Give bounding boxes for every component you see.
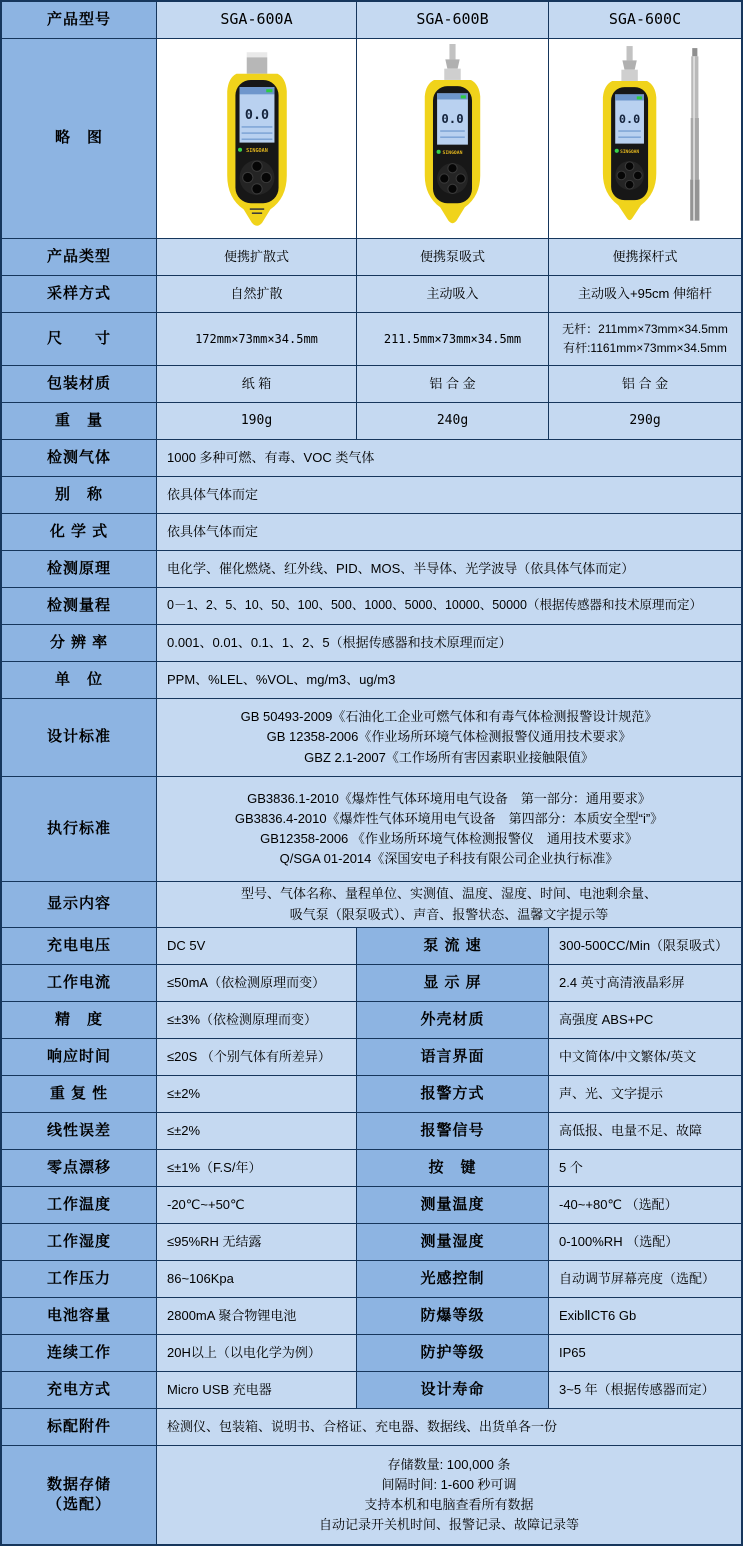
row-display-content	[2, 882, 741, 928]
row-design-standard	[2, 699, 741, 777]
row-sampling	[2, 276, 741, 313]
row-quad-10	[2, 1298, 741, 1335]
row-label: 产品类型	[2, 239, 157, 276]
value-b: 便携泵吸式	[357, 239, 549, 276]
row-value: 5 个	[549, 1150, 741, 1187]
row-value: 0.001、0.01、0.1、1、2、5（根据传感器和技术原理而定）	[157, 625, 741, 662]
storage-line: 支持本机和电脑查看所有数据	[364, 1497, 534, 1512]
row-value: 高低报、电量不足、故障	[549, 1113, 741, 1150]
row-quad-11	[2, 1335, 741, 1372]
display-line: 型号、气体名称、量程单位、实测值、温度、湿度、时间、电池剩余量、	[240, 886, 657, 902]
value-c: 主动吸入+95cm 伸缩杆	[549, 276, 741, 313]
row-quad-5	[2, 1113, 741, 1150]
row-label: 报警方式	[357, 1076, 549, 1113]
row-quad-12	[2, 1372, 741, 1409]
row-value: 0－1、2、5、10、50、100、500、1000、5000、10000、50000（根据传感器和技术原理而定）	[157, 588, 741, 625]
row-label: 单 位	[2, 662, 157, 699]
row-value: Micro USB 充电器	[157, 1372, 357, 1409]
gas-detector-probe-icon	[570, 44, 720, 234]
standard-line: Q/SGA 01-2014《深国安电子科技有限公司企业执行标准》	[279, 851, 619, 867]
row-label: 泵 流 速	[357, 928, 549, 965]
header-row	[2, 2, 741, 39]
row-label: 工作电流	[2, 965, 157, 1002]
size-no-rod: 无杆：211mm×73mm×34.5mm	[562, 322, 728, 337]
svg-text:0.0: 0.0	[244, 107, 269, 123]
row-quad-8	[2, 1224, 741, 1261]
row-label: 连续工作	[2, 1335, 157, 1372]
row-value: 86~106Kpa	[157, 1261, 357, 1298]
row-label: 充电电压	[2, 928, 157, 965]
row-value: PPM、%LEL、%VOL、mg/m3、ug/m3	[157, 662, 741, 699]
row-quad-4	[2, 1076, 741, 1113]
header-label: 产品型号	[2, 2, 157, 39]
row-value: ≤±1%（F.S/年）	[157, 1150, 357, 1187]
row-value	[157, 1446, 741, 1544]
row-value	[157, 882, 741, 928]
row-label: 尺 寸	[2, 313, 157, 366]
row-value: ≤±2%	[157, 1113, 357, 1150]
row-label: 显 示 屏	[357, 965, 549, 1002]
row-label: 响应时间	[2, 1039, 157, 1076]
value-a: 纸 箱	[157, 366, 357, 403]
row-label: 线性误差	[2, 1113, 157, 1150]
value-a: 172mm×73mm×34.5mm	[157, 313, 357, 366]
storage-label-line: （选配）	[46, 1496, 111, 1513]
row-quad-2	[2, 1002, 741, 1039]
row-value: 0-100%RH （选配）	[549, 1224, 741, 1261]
row-value: 中文简体/中文繁体/英文	[549, 1039, 741, 1076]
row-label: 电池容量	[2, 1298, 157, 1335]
row-label: 外壳材质	[357, 1002, 549, 1039]
row-value: ≤±3%（依检测原理而变）	[157, 1002, 357, 1039]
row-quad-9	[2, 1261, 741, 1298]
standard-line: GBZ 2.1-2007《工作场所有害因素职业接触限值》	[304, 749, 594, 765]
row-value: 声、光、文字提示	[549, 1076, 741, 1113]
row-range	[2, 588, 741, 625]
gas-detector-pump-icon	[395, 44, 510, 234]
value-b: 主动吸入	[357, 276, 549, 313]
row-quad-6	[2, 1150, 741, 1187]
row-label: 检测气体	[2, 440, 157, 477]
svg-text:SINGOAN: SINGOAN	[245, 147, 268, 154]
row-quad-7	[2, 1187, 741, 1224]
row-quad-1	[2, 965, 741, 1002]
display-line: 吸气泵（限泵吸式）、声音、报警状态、温馨文字提示等	[289, 906, 609, 922]
row-label: 检测原理	[2, 551, 157, 588]
row-label: 测量温度	[357, 1187, 549, 1224]
row-label: 精 度	[2, 1002, 157, 1039]
row-label: 化 学 式	[2, 514, 157, 551]
row-packaging	[2, 366, 741, 403]
row-label: 工作温度	[2, 1187, 157, 1224]
row-value: 自动调节屏幕亮度（选配）	[549, 1261, 741, 1298]
row-product-type	[2, 239, 741, 276]
row-label: 防护等级	[357, 1335, 549, 1372]
row-label: 测量湿度	[357, 1224, 549, 1261]
row-value: ≤95%RH 无结露	[157, 1224, 357, 1261]
row-label: 零点漂移	[2, 1150, 157, 1187]
row-value: 电化学、催化燃烧、红外线、PID、MOS、半导体、光学波导（依具体气体而定）	[157, 551, 741, 588]
row-alias	[2, 477, 741, 514]
row-label: 工作湿度	[2, 1224, 157, 1261]
svg-text:0.0: 0.0	[618, 111, 641, 126]
row-quad-0	[2, 928, 741, 965]
row-value: -20℃~+50℃	[157, 1187, 357, 1224]
row-value: -40~+80℃ （选配）	[549, 1187, 741, 1224]
row-value: ≤50mA（依检测原理而变）	[157, 965, 357, 1002]
row-data-storage	[2, 1446, 741, 1544]
row-quad-3	[2, 1039, 741, 1076]
standard-line: GB 12358-2006《作业场所环境气体检测报警仪通用技术要求》	[266, 729, 632, 745]
row-value: 检测仪、包装箱、说明书、合格证、充电器、数据线、出货单各一份	[157, 1409, 741, 1446]
model-c: SGA-600C	[549, 2, 741, 39]
row-value: ≤20S （个别气体有所差异）	[157, 1039, 357, 1076]
row-value: 2800mA 聚合物锂电池	[157, 1298, 357, 1335]
row-label: 光感控制	[357, 1261, 549, 1298]
value-c: 便携探杆式	[549, 239, 741, 276]
row-value: 高强度 ABS+PC	[549, 1002, 741, 1039]
value-a: 自然扩散	[157, 276, 357, 313]
row-label: 按 键	[357, 1150, 549, 1187]
value-a: 便携扩散式	[157, 239, 357, 276]
row-value: ExibⅡCT6 Gb	[549, 1298, 741, 1335]
row-value: 3~5 年（根据传感器而定）	[549, 1372, 741, 1409]
row-value: ≤±2%	[157, 1076, 357, 1113]
model-a: SGA-600A	[157, 2, 357, 39]
standard-line: GB12358-2006 《作业场所环境气体检测报警仪 通用技术要求》	[260, 831, 638, 846]
value-a: 190g	[157, 403, 357, 440]
size-with-rod: 有杆:1161mm×73mm×34.5mm	[563, 341, 727, 355]
value-c: 290g	[549, 403, 741, 440]
storage-label-line: 数据存储	[46, 1475, 111, 1493]
row-label: 报警信号	[357, 1113, 549, 1150]
value-b: 240g	[357, 403, 549, 440]
value-c: 铝 合 金	[549, 366, 741, 403]
model-b: SGA-600B	[357, 2, 549, 39]
row-value: 1000 多种可燃、有毒、VOC 类气体	[157, 440, 741, 477]
row-gas	[2, 440, 741, 477]
row-value: IP65	[549, 1335, 741, 1372]
row-label	[2, 1446, 157, 1544]
value-b: 铝 合 金	[357, 366, 549, 403]
svg-text:0.0: 0.0	[441, 111, 464, 126]
device-image-sga-600b	[357, 39, 549, 239]
storage-line: 存储数量: 100,000 条	[387, 1456, 511, 1472]
row-unit	[2, 662, 741, 699]
row-value	[157, 777, 741, 882]
sketch-row	[2, 39, 741, 239]
row-value: 2.4 英寸高清液晶彩屏	[549, 965, 741, 1002]
standard-line: GB3836.1-2010《爆炸性气体环境用电气设备 第一部分：通用要求》	[247, 790, 651, 806]
row-label: 标配附件	[2, 1409, 157, 1446]
row-label: 工作压力	[2, 1261, 157, 1298]
value-b: 211.5mm×73mm×34.5mm	[357, 313, 549, 366]
standard-line: GB3836.4-2010《爆炸性气体环境用电气设备 第四部分：本质安全型“i”》	[234, 810, 664, 826]
row-label: 分 辨 率	[2, 625, 157, 662]
sketch-label: 略 图	[2, 39, 157, 239]
row-value: 依具体气体而定	[157, 477, 741, 514]
row-weight	[2, 403, 741, 440]
row-label: 语言界面	[357, 1039, 549, 1076]
row-value	[157, 699, 741, 777]
device-image-sga-600c	[549, 39, 741, 239]
standard-line: GB 50493-2009《石油化工企业可燃气体和有毒气体检测报警设计规范》	[240, 709, 658, 725]
gas-detector-diffusion-icon	[197, 44, 317, 234]
row-principle	[2, 551, 741, 588]
device-image-sga-600a	[157, 39, 357, 239]
row-label: 采样方式	[2, 276, 157, 313]
row-label: 重 复 性	[2, 1076, 157, 1113]
row-size	[2, 313, 741, 366]
row-label: 设计寿命	[357, 1372, 549, 1409]
svg-text:SINGOAN: SINGOAN	[620, 149, 640, 155]
row-exec-standard	[2, 777, 741, 882]
row-formula	[2, 514, 741, 551]
row-value: 20H以上（以电化学为例）	[157, 1335, 357, 1372]
row-label: 显示内容	[2, 882, 157, 928]
row-label: 充电方式	[2, 1372, 157, 1409]
storage-line: 间隔时间: 1-600 秒可调	[381, 1476, 517, 1492]
row-value: 依具体气体而定	[157, 514, 741, 551]
row-label: 设计标准	[2, 699, 157, 777]
svg-text:SINGOAN: SINGOAN	[442, 150, 463, 156]
row-label: 检测量程	[2, 588, 157, 625]
row-label: 别 称	[2, 477, 157, 514]
value-c	[549, 313, 741, 366]
row-accessories	[2, 1409, 741, 1446]
storage-line: 自动记录开关机时间、报警记录、故障记录等	[318, 1517, 579, 1533]
row-label: 重 量	[2, 403, 157, 440]
row-label: 防爆等级	[357, 1298, 549, 1335]
row-value: 300-500CC/Min（限泵吸式）	[549, 928, 741, 965]
row-label: 执行标准	[2, 777, 157, 882]
row-resolution	[2, 625, 741, 662]
row-value: DC 5V	[157, 928, 357, 965]
row-label: 包装材质	[2, 366, 157, 403]
